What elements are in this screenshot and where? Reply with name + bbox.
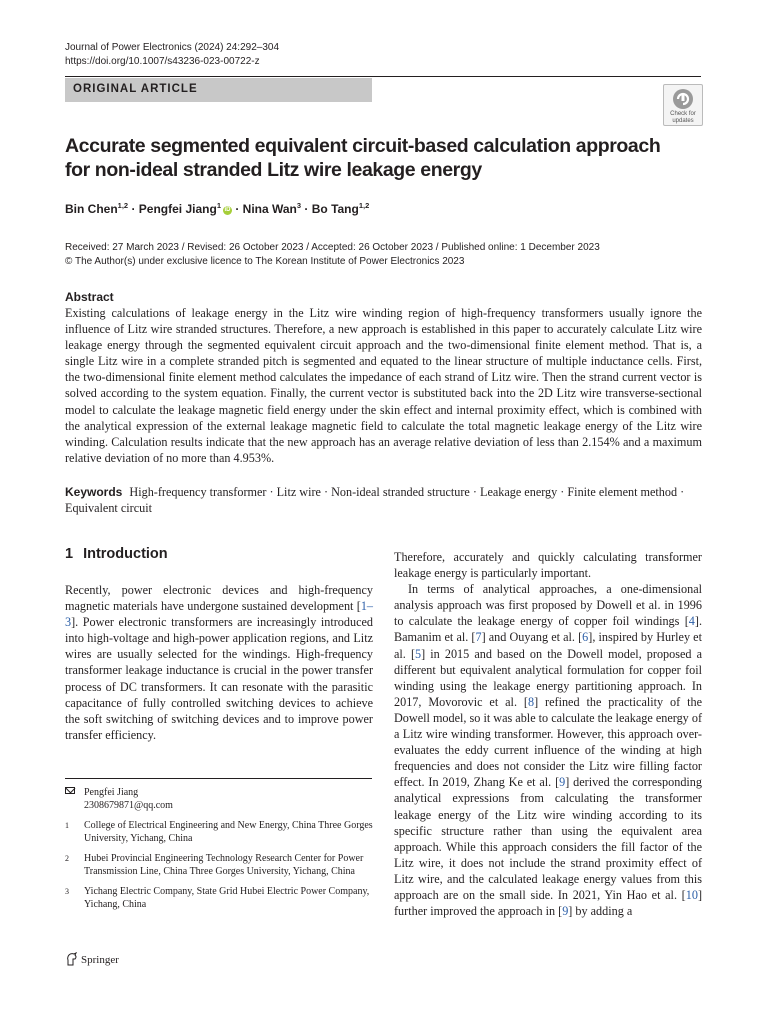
check-updates-label [664,111,702,124]
affiliation-item [65,819,375,845]
orcid-icon[interactable]: iD [224,207,231,213]
body-paragraph: Therefore, accurately and quickly calculating transformer leakage energy is particularly important. [394,550,702,581]
header-rule [65,76,701,77]
section-heading-introduction [65,546,168,562]
citation-link[interactable]: 6 [582,630,589,645]
doi-link[interactable]: https://doi.org/10.1007/s43236-023-00722-z [65,56,260,67]
corresponding-author [65,786,375,812]
affiliation-number: 1 [65,821,69,830]
affiliation-text: Yichang Electric Company, State Grid Hubei Electric Power Company, Yichang, China [84,886,370,910]
history-dates: Received: 27 March 2023 / Revised: 26 October 2023 / Accepted: 26 October 2023 / Published online: 1 December 2023 [65,242,600,253]
abstract-text: Existing calculations of leakage energy in the Litz wire winding region of high-frequency transformers usually ignore the influence of Litz wire stranded structures. Therefore, a new approach is established in this paper to accurately calculate Litz wire leakage energy through the segmented equivalent circuit approach and the two-dimensional finite element method. That is, a single Litz wire in a complete stranded pitch is segmented and equated to the linear structure of multiple inductance cells. First, the two-dimensional finite element method calculates the impedance of each strand of Litz wire. Then the strand current vector is solved according to the system equation. Finally, the current vector is substituted back into the 2D Litz wire transverse-sectional model to calculate the leakage magnetic field energy under the skin effect and internal proximity effect, which is combined with the analytical expression of the external leakage magnetic field to calculate the total magnetic leakage energy of the Litz wire winding. Calculation results indicate that the new approach has an average relative deviation of less than 2.154% and a maximum relative deviation of no more than 4.953%. [65,306,702,465]
paragraph-text: ] in 2015 and based on the Dowell model, proposed a different but equivalent analytical formulation for copper foil winding using the leakage energy partitioning approach. In 2017, Movorovic et al. [ [394,646,702,709]
affiliation-number: 3 [65,887,69,896]
paragraph-text: ] and Ouyang et al. [ [481,630,583,645]
keywords-block [65,484,702,516]
corresponding-author-email[interactable]: 2308679871@qq.com [84,800,173,811]
publisher-logo [65,952,119,966]
affiliation-item [65,885,375,911]
corresponding-author-name: Pengfei Jiang [84,787,139,798]
affiliation-number: 2 [65,854,69,863]
affiliation-text: College of Electrical Engineering and New Energy, China Three Gorges University, Yichang, China [84,820,373,844]
author-name[interactable]: Bin Chen [65,202,118,216]
section-number: 1 [65,546,74,562]
citation-link[interactable]: 7 [475,630,482,645]
author-affiliation-mark: 1 [216,201,221,210]
paragraph-text: Recently, power electronic devices and high-frequency magnetic materials have undergone sustained development [ [65,583,373,614]
check-updates-line2: updates [672,117,694,124]
copyright-line: © The Author(s) under exclusive licence to The Korean Institute of Power Electronics 2023 [65,256,465,267]
body-paragraph [65,582,373,743]
journal-citation [65,41,279,69]
paragraph-text: ] refined the practicality of the Dowell model, so it was able to calculate the leakage energy of a Litz wire winding transformer. However, this approach over-evaluates the eddy current influence of the winding at high frequencies and does not consider the Litz wire filling factor effect. In 2019, Zhang Ke et al. [ [394,694,702,790]
citation-link[interactable]: 8 [527,694,535,709]
paragraph-text: In terms of analytical approaches, a one-dimensional analysis approach was first proposed by Dowell et al. in 1996 to calculate the leakage energy of copper foil windings [ [394,582,702,629]
envelope-icon [65,787,75,794]
author-affiliation-mark: 3 [296,201,302,210]
citation-link[interactable]: 1–3 [65,599,373,630]
keywords-list: High-frequency transformer · Litz wire · Non-ideal stranded structure · Leakage energy · Finite element method · Equivalent circuit [65,485,685,515]
citation-link[interactable]: 9 [562,904,569,919]
paragraph-text: ]. Power electronic transformers are increasingly introduced into high-voltage and high-power application regions, and Litz wires are usually selected for the windings. High-frequency transformer leakage inductance is crucial in the power transfer process of DC transformers. It can resonate with the parasitic capacitance of fully controlled switching devices to achieve the soft switching of switching devices and to improve power transfer efficiency. [65,615,373,742]
citation-link[interactable]: 10 [685,887,698,902]
footnote-rule [65,778,372,779]
affiliation-text: Hubei Provincial Engineering Technology Research Center for Power Transmission Line, China Three Gorges University, Yichang, China [84,853,364,877]
paragraph-text: ] by adding a [568,904,633,919]
body-paragraph [394,581,702,919]
keywords-label: Keywords [65,485,123,499]
paragraph-text: ] derived the corresponding analytical expressions from calculating the transformer leakage energy of the Litz wire winding according to its specific structure rather than using the equivalent area approach. While this approach considers the fill factor of the Litz wire, it does not include the strand proximity effect of Litz wire, and the calculated leakage energy values from this approach are on the small side. In 2021, Yin Hao et al. [ [394,775,702,902]
author-affiliation-mark: 1,2 [358,201,370,210]
publication-history [65,241,600,269]
check-updates-icon [672,88,694,110]
author-affiliation-mark: 1,2 [117,201,129,210]
publisher-name: Springer [81,954,119,966]
author-list: Bin Chen$^{1,2}$ · Pengfei Jiang$^1$ iD · Nina Wan$^3$ · Bo Tang$^{1,2}$ [65,201,370,216]
right-column [394,549,702,919]
citation-link[interactable]: 9 [559,775,566,790]
paragraph-text: ]. Bamanim et al. [ [394,614,702,645]
springer-horse-icon [65,952,78,966]
paragraph-text: ], inspired by Hurley et al. [ [394,630,702,661]
journal-volume-line: Journal of Power Electronics (2024) 24:292–304 [65,42,280,53]
article-type-label: ORIGINAL ARTICLE [73,83,198,95]
check-updates-line1: Check for [670,111,696,117]
affiliation-item [65,852,375,878]
footnotes [65,786,375,918]
author-name[interactable]: Pengfei Jiang [138,202,217,216]
check-for-updates-button[interactable] [663,84,703,126]
article-title: Accurate segmented equivalent circuit-based calculation approach for non-ideal stranded Litz wire leakage energy [65,135,661,181]
abstract-heading: Abstract [65,290,114,304]
citation-link[interactable]: 5 [415,646,422,661]
left-column [65,582,373,743]
paragraph-text: ] further improved the approach in [ [394,887,702,919]
section-title: Introduction [83,546,168,562]
author-name[interactable]: Nina Wan [242,202,297,216]
author-name[interactable]: Bo Tang [311,202,359,216]
citation-link[interactable]: 4 [688,614,695,629]
article-type-band [65,78,372,102]
